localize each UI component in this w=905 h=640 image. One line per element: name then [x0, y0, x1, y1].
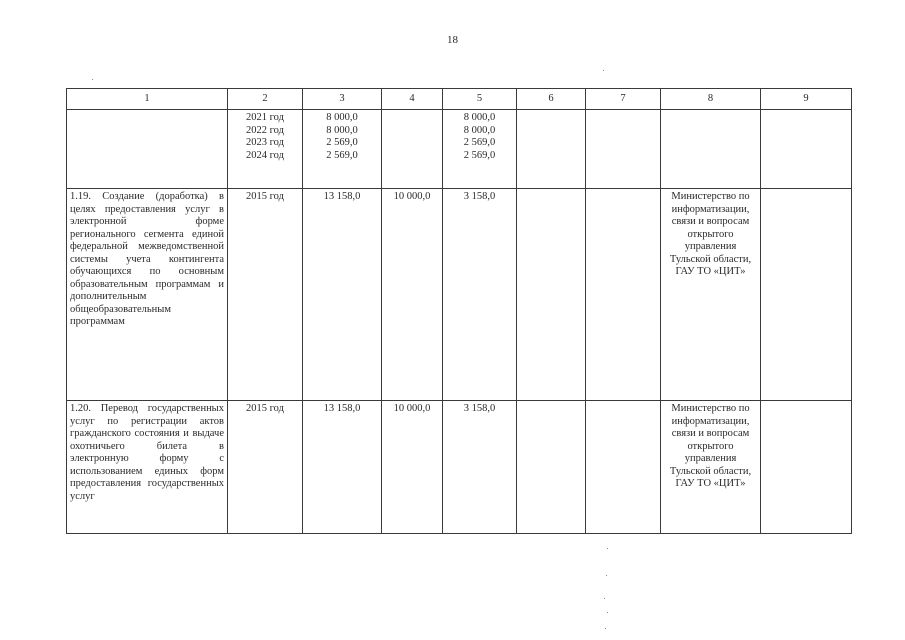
page-number: 18: [447, 34, 458, 46]
responsible-cell: [661, 110, 761, 189]
empty-cell: [517, 189, 586, 401]
row-description: 1.19. Создание (доработка) в целях предоставления услуг в электронной форме регионального сегмента единой федеральной межведомственной системы учета контингента обучающихся по основным образовательным программам и дополнительным общеобразовательным программам: [67, 189, 228, 401]
year-list: [228, 110, 303, 189]
total-amount-cell: 13 158,0: [303, 189, 382, 401]
year-cell: 2023 год: [246, 137, 284, 148]
header-row: [67, 89, 852, 110]
year-cell: 2015 год: [228, 189, 303, 401]
scan-speck: [607, 548, 608, 549]
amount-cell: 2 569,0: [463, 137, 496, 148]
column-header: 7: [586, 89, 661, 110]
year-cell: 2022 год: [246, 124, 284, 136]
column-header: 1: [67, 89, 228, 110]
empty-cell: [761, 401, 852, 534]
amount-cell: 2 569,0: [326, 137, 358, 148]
regional-amount-list: [443, 110, 517, 189]
empty-cell: [761, 189, 852, 401]
scan-speck: [604, 598, 605, 599]
amount-cell: 8 000,0: [463, 112, 496, 123]
table-row: [67, 110, 852, 189]
column-header: 6: [517, 89, 586, 110]
empty-cell: [761, 110, 852, 189]
table-row: [67, 401, 852, 534]
column-header: 3: [303, 89, 382, 110]
amount-cell: 2 569,0: [326, 149, 358, 161]
empty-cell: [517, 401, 586, 534]
year-cell: 2024 год: [246, 149, 284, 161]
total-amount-list: [303, 110, 382, 189]
scan-speck: [605, 628, 606, 629]
year-cell: 2015 год: [228, 401, 303, 534]
scan-speck: [606, 575, 607, 576]
total-amount-cell: 13 158,0: [303, 401, 382, 534]
regional-amount-cell: 3 158,0: [443, 401, 517, 534]
amount-cell: 8 000,0: [326, 124, 358, 136]
column-header: 5: [443, 89, 517, 110]
scan-speck: [607, 612, 608, 613]
responsible-cell: Министерство по информатизации, связи и вопросам открытого управления Тульской области, ГАУ ТО «ЦИТ»: [661, 189, 761, 401]
regional-amount-cell: 3 158,0: [443, 189, 517, 401]
empty-cell: [586, 110, 661, 189]
amount-cell: 8 000,0: [463, 124, 496, 136]
empty-cell: [586, 401, 661, 534]
empty-cell: [517, 110, 586, 189]
empty-cell: [586, 189, 661, 401]
column-header: 2: [228, 89, 303, 110]
year-cell: 2021 год: [246, 112, 284, 123]
amount-cell: 8 000,0: [326, 112, 358, 123]
federal-amount-cell: 10 000,0: [382, 401, 443, 534]
amount-cell: 2 569,0: [463, 149, 496, 161]
federal-amount-cell: [382, 110, 443, 189]
responsible-cell: Министерство по информатизации, связи и вопросам открытого управления Тульской области, ГАУ ТО «ЦИТ»: [661, 401, 761, 534]
table-row: [67, 189, 852, 401]
column-header: 4: [382, 89, 443, 110]
column-header: 8: [661, 89, 761, 110]
scan-speck: [92, 79, 93, 80]
row-description: 1.20. Перевод государственных услуг по регистрации актов гражданского состояния и выдаче охотничьего билета в электронную форму с использованием единых форм предоставления государственных услуг: [67, 401, 228, 534]
federal-amount-cell: 10 000,0: [382, 189, 443, 401]
row-description: [67, 110, 228, 189]
column-header: 9: [761, 89, 852, 110]
scan-speck: [603, 70, 604, 71]
program-table: [66, 88, 852, 534]
